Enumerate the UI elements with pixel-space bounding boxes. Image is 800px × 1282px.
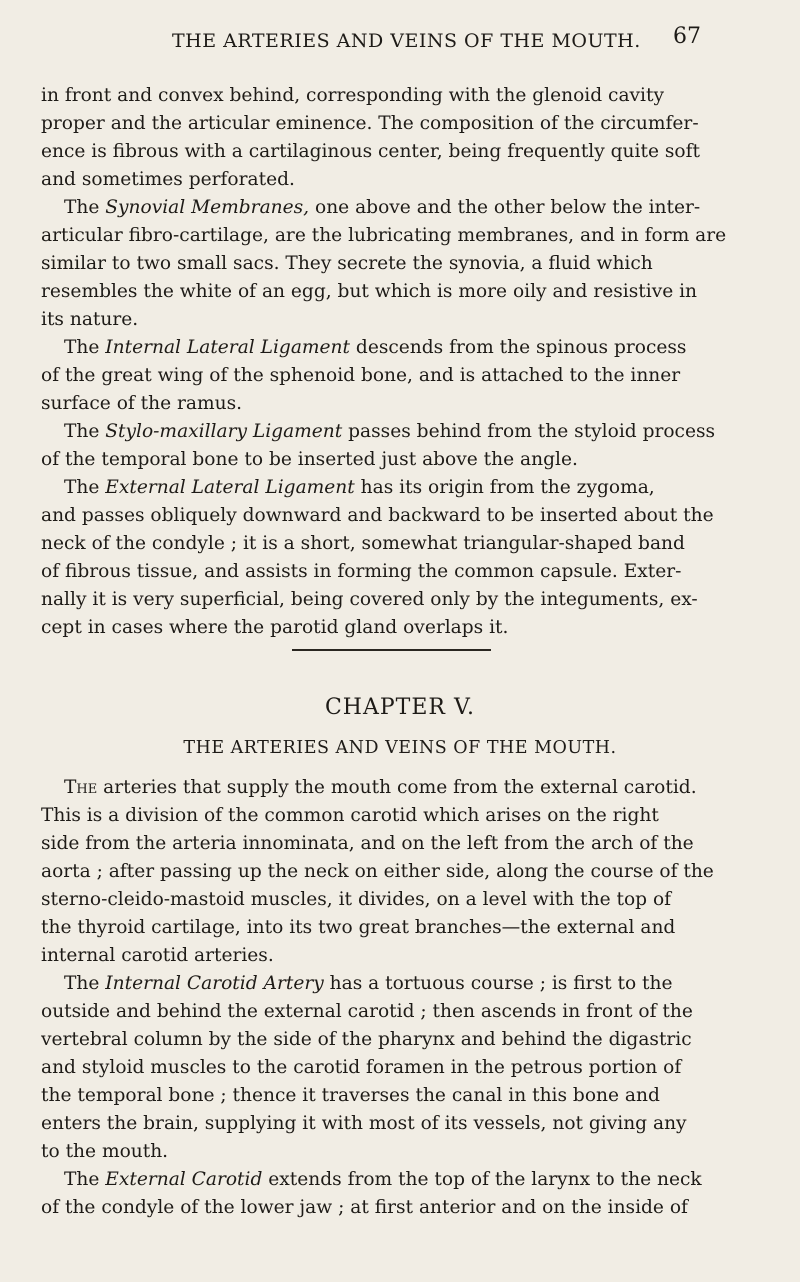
- text-line: surface of the ramus.: [41, 393, 243, 414]
- body-text-bottom: [41, 774, 759, 1222]
- text-run: passes behind from the styloid process: [342, 421, 716, 442]
- text-line: internal carotid arteries.: [41, 945, 274, 966]
- paragraph-start: [41, 194, 759, 222]
- text-line: aorta ; after passing up the neck on either side, along the course of the: [41, 861, 714, 882]
- text-line: side from the arteria innominata, and on the left from the arch of the: [41, 833, 694, 854]
- text-line: neck of the condyle ; it is a short, somewhat triangular-shaped band: [41, 533, 685, 554]
- paragraph-start: [41, 774, 759, 802]
- text-run: The: [64, 421, 106, 442]
- paragraph-start: [41, 334, 759, 362]
- text-line: cept in cases where the parotid gland overlaps it.: [41, 617, 509, 638]
- text-line: the thyroid cartilage, into its two great branches—the external and: [41, 917, 676, 938]
- text-line: of fibrous tissue, and assists in forming the common capsule. Exter-: [41, 561, 682, 582]
- body-text-top: [41, 82, 759, 642]
- section-divider: [292, 649, 491, 651]
- text-line: nally it is very superficial, being covered only by the integuments, ex-: [41, 589, 698, 610]
- text-run: descends from the spinous process: [350, 337, 687, 358]
- term-external-lateral-ligament: External Lateral Ligament: [105, 477, 355, 498]
- text-line: the temporal bone ; thence it traverses the canal in this bone and: [41, 1085, 660, 1106]
- text-line: ence is fibrous with a cartilaginous center, being frequently quite soft: [41, 141, 700, 162]
- text-run: has its origin from the zygoma,: [354, 477, 655, 498]
- term-external-carotid: External Carotid: [105, 1169, 263, 1190]
- paragraph-start: [41, 970, 759, 998]
- text-line: and styloid muscles to the carotid foramen in the petrous portion of: [41, 1057, 682, 1078]
- text-line: This is a division of the common carotid which arises on the right: [41, 805, 659, 826]
- text-line: its nature.: [41, 309, 139, 330]
- text-run: has a tortuous course ; is first to the: [323, 973, 673, 994]
- chapter-title: CHAPTER V.: [324, 695, 476, 720]
- text-run: The: [64, 337, 106, 358]
- text-line: and sometimes perforated.: [41, 169, 295, 190]
- text-run: extends from the top of the larynx to the neck: [262, 1169, 702, 1190]
- running-head: THE ARTERIES AND VEINS OF THE MOUTH.: [172, 30, 641, 52]
- text-line: of the condyle of the lower jaw ; at first anterior and on the inside of: [41, 1197, 688, 1218]
- text-line: articular fibro-cartilage, are the lubricating membranes, and in form are: [41, 225, 727, 246]
- text-run: The: [64, 973, 106, 994]
- term-internal-lateral-ligament: Internal Lateral Ligament: [105, 337, 351, 358]
- paragraph-start: [41, 418, 759, 446]
- paragraph-start: [41, 1166, 759, 1194]
- term-stylo-maxillary-ligament: Stylo-maxillary Ligament: [105, 421, 343, 442]
- term-internal-carotid-artery: Internal Carotid Artery: [105, 973, 324, 994]
- text-line: outside and behind the external carotid ; then ascends in front of the: [41, 1001, 693, 1022]
- text-run: The: [64, 1169, 106, 1190]
- text-line: vertebral column by the side of the pharynx and behind the digastric: [41, 1029, 692, 1050]
- text-run: The: [64, 197, 106, 218]
- term-synovial-membranes: Synovial Membranes,: [105, 197, 310, 218]
- text-line: sterno-cleido-mastoid muscles, it divides, on a level with the top of: [41, 889, 672, 910]
- text-line: and passes obliquely downward and backward to be inserted about the: [41, 505, 714, 526]
- text-run: one above and the other below the inter-: [309, 197, 701, 218]
- small-caps-opening: The: [64, 777, 98, 798]
- chapter-subtitle: THE ARTERIES AND VEINS OF THE MOUTH.: [183, 738, 617, 758]
- text-run: arteries that supply the mouth come from the external carotid.: [97, 777, 697, 798]
- text-line: enters the brain, supplying it with most of its vessels, not giving any: [41, 1113, 687, 1134]
- paragraph-start: [41, 474, 759, 502]
- text-line: proper and the articular eminence. The composition of the circumfer-: [41, 113, 699, 134]
- text-run: The: [64, 477, 106, 498]
- text-line: of the temporal bone to be inserted just above the angle.: [41, 449, 578, 470]
- text-line: resembles the white of an egg, but which is more oily and resistive in: [41, 281, 698, 302]
- page-number: 67: [673, 24, 701, 49]
- text-line: in front and convex behind, corresponding with the glenoid cavity: [41, 85, 664, 106]
- text-line: similar to two small sacs. They secrete the synovia, a fluid which: [41, 253, 653, 274]
- text-line: of the great wing of the sphenoid bone, and is attached to the inner: [41, 365, 681, 386]
- text-line: to the mouth.: [41, 1141, 169, 1162]
